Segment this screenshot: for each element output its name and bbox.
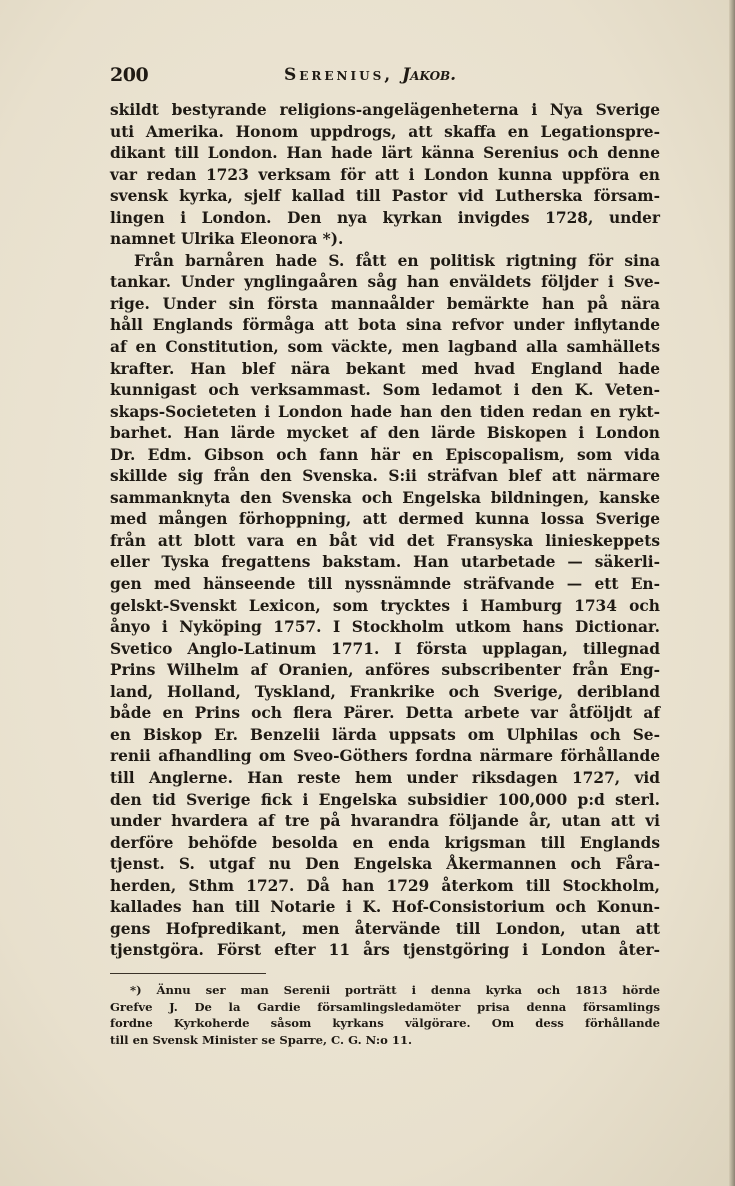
footnote-line: *) Ännu ser man Serenii porträtt i denna kyrka och 1813 hörde — [130, 983, 660, 997]
text-line: sammanknyta den Svenska och Engelska bildningen, kanske — [110, 488, 660, 507]
footnote-line: till en Svensk Minister se Sparre, C. G. N:o 11. — [110, 1032, 413, 1047]
text-line: land, Holland, Tyskland, Frankrike och Sverige, deribland — [110, 682, 660, 701]
text-line: skaps-Societeten i London hade han den tiden redan en rykt- — [110, 402, 660, 421]
running-head-italic: Jakob. — [402, 65, 457, 85]
text-line: skillde sig från den Svenska. S:ii sträfvan blef att närmare — [110, 467, 660, 486]
running-head — [284, 65, 456, 85]
text-line: krafter. Han blef nära bekant med hvad England hade — [110, 359, 660, 378]
text-line: kallades han till Notarie i K. Hof-Consistorium och Konun- — [110, 898, 660, 917]
text-line: tjenst. S. utgaf nu Den Engelska Åkermannen och Fåra- — [110, 855, 660, 874]
text-line: barhet. Han lärde mycket af den lärde Biskopen i London — [110, 424, 660, 443]
text-line: Svetico Anglo-Latinum 1771. I första upplagan, tillegnad — [110, 639, 660, 658]
text-line: renii afhandling om Sveo-Göthers fordna närmare förhållande — [110, 747, 660, 766]
text-line: var redan 1723 verksam för att i London kunna uppföra en — [110, 165, 660, 184]
text-line: dikant till London. Han hade lärt känna Serenius och denne — [110, 144, 660, 163]
running-head-name: Serenius, — [284, 65, 394, 85]
text-line: med mången förhoppning, att dermed kunna lossa Sverige — [110, 510, 660, 529]
text-line: håll Englands förmåga att bota sina refvor under inflytande — [110, 316, 660, 335]
footnote-line: Grefve J. De la Gardie församlingsledamöter prisa denna församlings — [110, 999, 660, 1014]
text-line: ånyo i Nyköping 1757. I Stockholm utkom hans Dictionar. — [110, 618, 660, 637]
text-line: skildt bestyrande religions-angelägenheterna i Nya Sverige — [110, 101, 660, 119]
text-line: af en Constitution, som väckte, men lagband alla samhällets — [110, 338, 660, 357]
footnote — [110, 982, 660, 1048]
text-line: en Biskop Er. Benzelii lärda uppsats om Ulphilas och Se- — [110, 725, 660, 744]
page-edge — [729, 0, 735, 1186]
text-line: herden, Sthm 1727. Då han 1729 återkom till Stockholm, — [110, 876, 660, 895]
text-line: till Anglerne. Han reste hem under riksdagen 1727, vid — [110, 768, 660, 787]
text-line: gens Hofpredikant, men återvände till London, utan att — [110, 919, 660, 938]
text-line: gen med hänseende till nyssnämnde sträfvande — ett En- — [110, 575, 660, 594]
text-line: kunnigast och verksammast. Som ledamot i den K. Veten- — [110, 381, 660, 400]
footnote-line: fordne Kyrkoherde såsom kyrkans välgörare. Om dess förhållande — [110, 1016, 660, 1030]
text-line: från att blott vara en båt vid det Fransyska linieskeppets — [110, 531, 660, 550]
text-line: under hvardera af tre på hvarandra följande år, utan att vi — [110, 812, 660, 831]
text-line: derföre behöfde besolda en enda krigsman till Englands — [110, 833, 660, 852]
text-line: tjenstgöra. Först efter 11 års tjenstgöring i London åter- — [110, 941, 660, 960]
text-line: uti Amerika. Honom uppdrogs, att skaffa en Legationspre- — [110, 122, 660, 141]
text-line: lingen i London. Den nya kyrkan invigdes 1728, under — [110, 208, 660, 227]
text-line: svensk kyrka, sjelf kallad till Pastor vid Lutherska försam- — [110, 187, 660, 206]
text-line: Prins Wilhelm af Oranien, anföres subscribenter från Eng- — [110, 661, 660, 680]
text-line: tankar. Under ynglingaåren såg han enväldets följder i Sve- — [110, 273, 660, 292]
text-line: Dr. Edm. Gibson och fann här en Episcopalism, som vida — [110, 445, 660, 464]
footnote-divider — [110, 973, 266, 974]
page-header — [110, 64, 660, 94]
text-line: eller Tyska fregattens bakstam. Han utarbetade — säkerli- — [110, 553, 660, 572]
text-line: Från barnåren hade S. fått en politisk rigtning för sina — [134, 251, 660, 270]
text-line: gelskt-Svenskt Lexicon, som trycktes i Hamburg 1734 och — [110, 596, 660, 615]
text-line: namnet Ulrika Eleonora *). — [110, 230, 344, 249]
text-line: rige. Under sin första mannaålder bemärkte han på nära — [110, 294, 660, 313]
text-line: både en Prins och flera Pärer. Detta arbete var åtföljdt af — [110, 704, 660, 723]
page-number: 200 — [110, 64, 149, 86]
body-text — [110, 100, 660, 962]
text-line: den tid Sverige fick i Engelska subsidier 100,000 p:d sterl. — [110, 790, 660, 809]
